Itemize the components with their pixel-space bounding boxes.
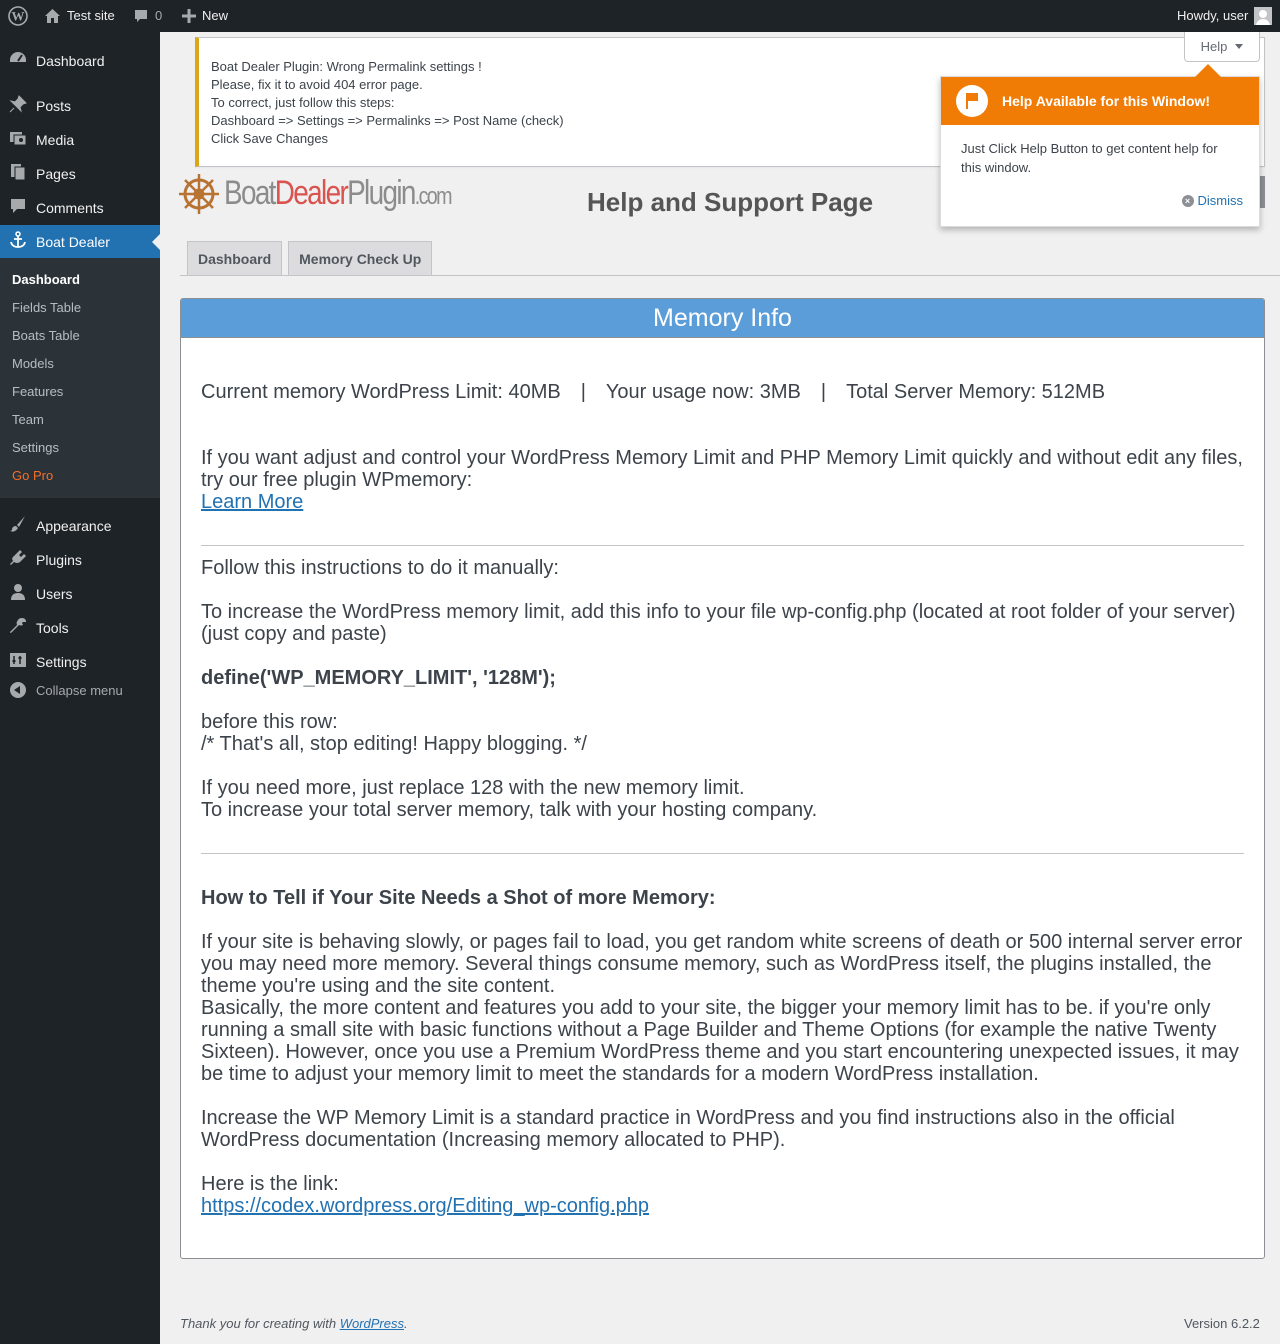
submenu-item-fields-table[interactable]: Fields Table: [12, 300, 82, 315]
separator: |: [820, 381, 827, 403]
nav-tabs: [187, 241, 432, 276]
flag-icon: [956, 85, 988, 117]
comments-icon: [0, 197, 36, 220]
site-name-link[interactable]: [44, 0, 115, 32]
sidebar-item-settings[interactable]: [0, 645, 160, 679]
submenu-item-boats-table[interactable]: Boats Table: [12, 328, 80, 343]
wordpress-logo-icon[interactable]: [8, 0, 28, 32]
sidebar-item-media[interactable]: [0, 123, 160, 157]
new-label: New: [202, 8, 229, 23]
wordpress-link[interactable]: WordPress: [339, 1316, 404, 1331]
submenu-item-features[interactable]: Features: [12, 384, 64, 399]
my-account-link[interactable]: [1177, 0, 1272, 32]
sidebar-item-comments[interactable]: [0, 191, 160, 225]
sidebar-item-dashboard[interactable]: [0, 44, 160, 78]
learn-more-link[interactable]: Learn More: [201, 491, 304, 513]
separator: |: [580, 381, 586, 403]
help-pointer-popup: [940, 76, 1260, 227]
collapse-menu-label: Collapse menu: [36, 682, 123, 698]
comments-link[interactable]: [133, 0, 162, 32]
sidebar-item-label: Tools: [36, 620, 69, 636]
sidebar-item-label: Posts: [36, 98, 72, 114]
wrench-icon: [0, 617, 36, 640]
sidebar-item-appearance[interactable]: [0, 509, 160, 543]
submenu-item-settings[interactable]: Settings: [12, 440, 59, 455]
admin-bar: [0, 0, 1280, 32]
notice-line: Please, fix it to avoid 404 error page.: [211, 77, 423, 92]
dashboard-icon: [0, 50, 36, 73]
collapse-arrow-icon: [10, 682, 26, 698]
sidebar-item-plugins[interactable]: [0, 543, 160, 577]
footer-version: Version 6.2.2: [1184, 1316, 1260, 1331]
sidebar-item-label: Pages: [36, 166, 76, 182]
help-button[interactable]: [1184, 32, 1260, 62]
chevron-down-icon: [1235, 44, 1243, 49]
sidebar-item-posts[interactable]: [0, 89, 160, 123]
footer-thanks-text: Thank you for creating with: [180, 1316, 337, 1331]
server-memory-text: To increase your total server memory, talk with your hosting company.: [201, 799, 818, 821]
pin-icon: [0, 95, 36, 118]
boat-dealer-logo: [178, 172, 478, 218]
howdy-text: Howdy, user: [1177, 8, 1249, 23]
footer-period: .: [404, 1316, 408, 1331]
boat-dealer-submenu: [0, 258, 160, 498]
pointer-title: Help Available for this Window!: [1002, 93, 1211, 109]
link-intro-text: Here is the link:: [201, 1173, 339, 1195]
memory-stats: [201, 381, 1105, 403]
users-icon: [0, 583, 36, 606]
submenu-item-go-pro[interactable]: Go Pro: [12, 468, 54, 483]
memory-usage-text: Your usage now: 3MB: [605, 381, 801, 403]
logo-wordmark: BoatDealerPlugin.com: [224, 174, 451, 212]
media-icon: [0, 129, 36, 152]
svg-text:W: W: [11, 8, 25, 24]
memory-info-box: [180, 298, 1265, 1259]
sidebar-item-label: Media: [36, 132, 75, 148]
divider: [201, 545, 1244, 546]
comments-count: 0: [155, 8, 163, 23]
sidebar-item-label: Boat Dealer: [36, 234, 110, 250]
close-icon: ×: [1182, 195, 1194, 207]
tab-dashboard[interactable]: Dashboard: [187, 241, 282, 276]
pages-icon: [0, 163, 36, 186]
promo-text: If you want adjust and control your WordPress Memory Limit and PHP Memory Limit quickly and without edit any files, try our free plugin WPmemory:: [201, 447, 1243, 491]
site-name: Test site: [67, 8, 115, 23]
memory-total-text: Total Server Memory: 512MB: [846, 381, 1106, 403]
sidebar-item-label: Users: [36, 586, 73, 602]
notice-line: Boat Dealer Plugin: Wrong Permalink settings !: [211, 59, 482, 74]
tab-memory-check-up[interactable]: Memory Check Up: [288, 241, 432, 276]
notice-line: Dashboard => Settings => Permalinks => Post Name (check): [211, 113, 564, 128]
memory-info-title: Memory Info: [181, 299, 1264, 338]
home-icon: [44, 8, 61, 24]
sidebar-item-boat-dealer[interactable]: [0, 225, 160, 259]
sidebar-item-pages[interactable]: [0, 157, 160, 191]
submenu-item-models[interactable]: Models: [12, 356, 54, 371]
how-to-tell-paragraph-3: Increase the WP Memory Limit is a standard practice in WordPress and you find instructions also in the official WordPress documentation (Increasing memory allocated to PHP).: [201, 1107, 1175, 1151]
notice-line: To correct, just follow this steps:: [211, 95, 395, 110]
brush-icon: [0, 515, 36, 538]
footer-thanks: [180, 1316, 408, 1331]
help-button-label: Help: [1200, 39, 1228, 54]
need-more-text: If you need more, just replace 128 with the new memory limit.: [201, 777, 745, 799]
define-code-text: define('WP_MEMORY_LIMIT', '128M');: [201, 667, 556, 689]
sidebar-item-label: Appearance: [36, 518, 112, 534]
comment-row-text: /* That's all, stop editing! Happy blogging. */: [201, 733, 587, 755]
increase-instructions-text: To increase the WordPress memory limit, add this info to your file wp-config.php (located at root folder of your server) (just copy and paste): [201, 601, 1236, 645]
follow-instructions-text: Follow this instructions to do it manually:: [201, 557, 559, 579]
divider: [201, 853, 1244, 854]
sidebar-item-label: Dashboard: [36, 53, 105, 69]
tabs-divider: [180, 275, 1280, 276]
anchor-icon: [0, 231, 36, 254]
sidebar-item-label: Comments: [36, 200, 104, 216]
new-content-link[interactable]: [182, 0, 228, 32]
pointer-text: Just Click Help Button to get content help for this window.: [961, 141, 1218, 175]
plus-icon: [182, 9, 196, 23]
avatar: [1254, 7, 1272, 25]
sidebar-item-label: Plugins: [36, 552, 82, 568]
submenu-item-dashboard[interactable]: Dashboard: [12, 272, 80, 287]
dismiss-button[interactable]: [1182, 193, 1244, 208]
memory-limit-text: Current memory WordPress Limit: 40MB: [201, 381, 561, 403]
codex-link[interactable]: https://codex.wordpress.org/Editing_wp-config.php: [201, 1195, 650, 1217]
sidebar-item-tools[interactable]: [0, 611, 160, 645]
plugin-icon: [0, 549, 36, 572]
admin-sidebar: [0, 32, 160, 1344]
comment-icon: [133, 8, 149, 24]
before-row-text: before this row:: [201, 711, 338, 733]
pointer-header: [941, 77, 1259, 125]
sidebar-item-label: Settings: [36, 654, 87, 670]
how-to-tell-heading: How to Tell if Your Site Needs a Shot of more Memory:: [201, 887, 716, 909]
collapse-menu-button[interactable]: [0, 682, 123, 698]
dismiss-label: Dismiss: [1197, 193, 1243, 208]
settings-icon: [0, 651, 36, 674]
how-to-tell-paragraph-2: Basically, the more content and features you add to your site, the bigger your memory limit has to be. if you're only running a small site with basic functions without a Page Builder and Theme Options (for example the native Twenty Sixteen). However, once you use a Premium WordPress theme and you start encountering unexpected issues, it may be time to adjust your memory limit to meet the standards for a modern WordPress installation.: [201, 997, 1239, 1085]
page-title: Help and Support Page: [587, 187, 874, 217]
how-to-tell-paragraph-1: If your site is behaving slowly, or pages fail to load, you get random white screens of death or 500 internal server error you may need more memory. Several things consume memory, such as WordPress itself, the plugins installed, the theme you're using and the site content.: [201, 931, 1243, 997]
submenu-item-team[interactable]: Team: [12, 412, 44, 427]
sidebar-item-users[interactable]: [0, 577, 160, 611]
notice-line: Click Save Changes: [211, 131, 329, 146]
